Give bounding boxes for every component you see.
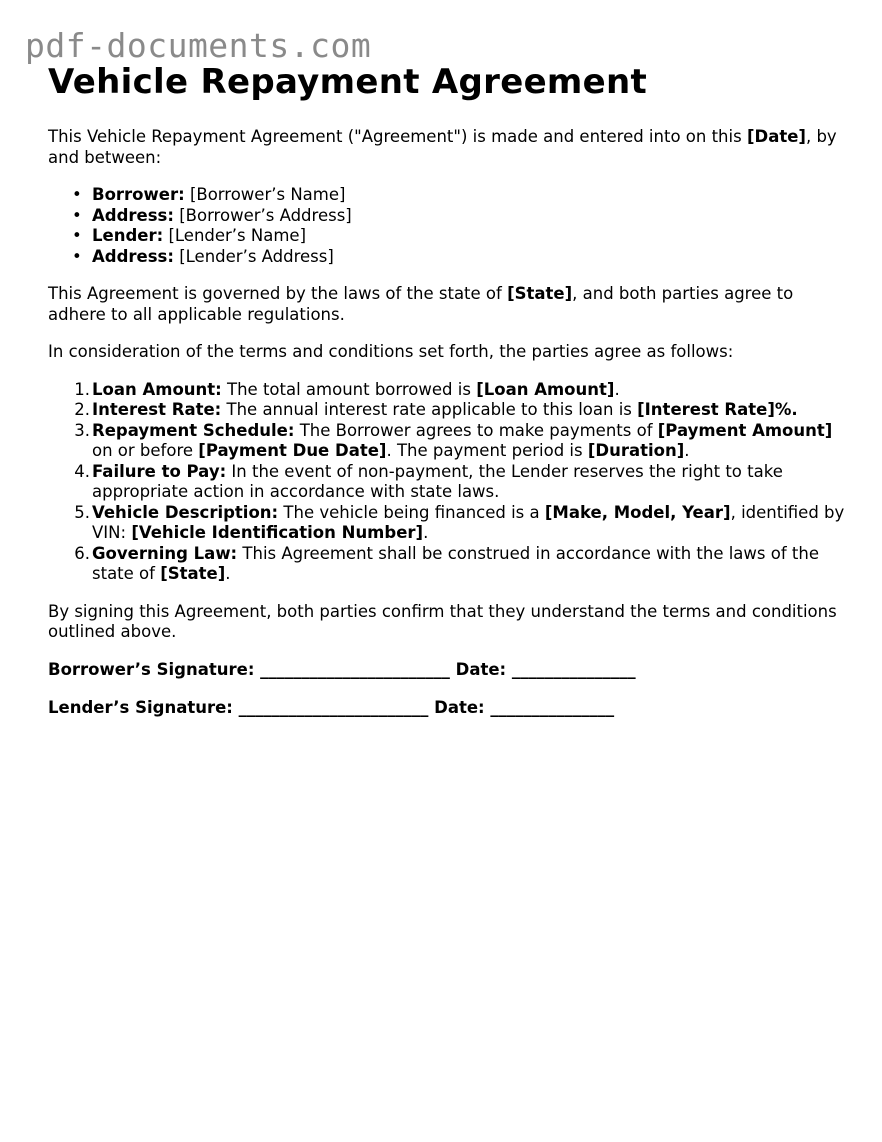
party-item [72,226,848,247]
term-text: The annual interest rate applicable to this loan is [221,400,638,419]
party-item [72,246,848,268]
term-number: 3. [74,420,90,440]
party-label: Address: [92,205,174,225]
term-text: This Agreement shall be construed in accordance with the laws of the state of [92,543,819,583]
party-label: Address: [92,246,174,266]
term-placeholder: [Payment Amount] [657,420,833,440]
term-placeholder: [Vehicle Identification Number] [131,523,424,542]
party-value: [Borrower’s Name] [184,185,346,204]
term-text: . [225,564,231,583]
bullet-icon: • [72,226,82,245]
term-label: Governing Law: [92,543,238,563]
term-label: Interest Rate: [92,400,222,419]
party-value: [Lender’s Name] [163,226,307,245]
date-placeholder: [Date] [746,127,806,146]
governing-paragraph [48,284,848,325]
term-label: Repayment Schedule: [92,420,295,440]
term-text: The Borrower agrees to make payments of [294,420,658,440]
watermark: pdf-documents.com [25,26,372,65]
term-item-vehicle-description [74,502,848,544]
term-item-failure-to-pay [74,461,848,503]
governed-text-end: , and both parties agree to adhere to all applicable regulations. [48,284,794,324]
bullet-icon: • [72,205,82,225]
term-label: Vehicle Description: [92,502,279,522]
term-placeholder: [State] [160,564,226,583]
lender-signature-line: Lender’s Signature: _______________________ Date: _______________ [48,698,615,717]
document-page [48,60,848,719]
party-item [72,185,848,206]
term-item-governing-law [74,543,848,585]
term-text: The vehicle being financed is a [278,502,545,522]
term-placeholder: [Duration] [587,441,685,460]
term-number: 4. [74,461,90,481]
closing-paragraph: By signing this Agreement, both parties confirm that they understand the terms and conditions outlined above. [48,601,837,641]
term-text: In the event of non-payment, the Lender reserves the right to take appropriate action in accordance with state laws. [92,461,783,501]
term-item-loan-amount [74,379,848,401]
term-text: , identified by VIN: [92,502,845,542]
term-number: 6. [74,543,90,563]
bullet-icon: • [72,185,82,204]
intro-text: This Vehicle Repayment Agreement ("Agreement") is made and entered into on this [48,127,747,146]
party-value: [Borrower’s Address] [173,205,352,225]
term-text: . [684,441,690,460]
term-label: Loan Amount: [92,379,222,399]
term-text: . [423,523,429,542]
party-item [72,205,848,227]
governed-text: This Agreement is governed by the laws of the state of [48,284,508,303]
term-text: . The payment period is [386,441,588,460]
bullet-icon: • [72,246,82,266]
term-number: 5. [74,502,90,522]
term-item-interest-rate [74,400,848,421]
term-placeholder: [Interest Rate]%. [637,400,798,419]
term-number: 1. [74,379,90,399]
term-placeholder: [Payment Due Date] [198,441,387,460]
party-label: Lender: [92,226,164,245]
borrower-signature-line: Borrower’s Signature: _______________________ Date: _______________ [48,659,636,679]
term-placeholder: [Loan Amount] [476,379,615,399]
consideration-paragraph: In consideration of the terms and conditions set forth, the parties agree as follows: [48,342,734,361]
terms-list [48,380,848,585]
term-item-repayment-schedule [74,420,848,462]
term-placeholder: [Make, Model, Year] [544,502,731,522]
term-text: on or before [92,441,199,460]
intro-text-end: , by and between: [48,127,837,167]
party-label: Borrower: [92,185,185,204]
term-label: Failure to Pay: [92,461,227,481]
document-title: Vehicle Repayment Agreement [48,62,648,102]
intro-paragraph [48,127,848,168]
term-text: . [614,379,620,399]
state-placeholder: [State] [507,284,573,303]
term-text: The total amount borrowed is [221,379,477,399]
party-value: [Lender’s Address] [173,246,334,266]
term-number: 2. [74,400,90,419]
parties-list [48,185,848,267]
